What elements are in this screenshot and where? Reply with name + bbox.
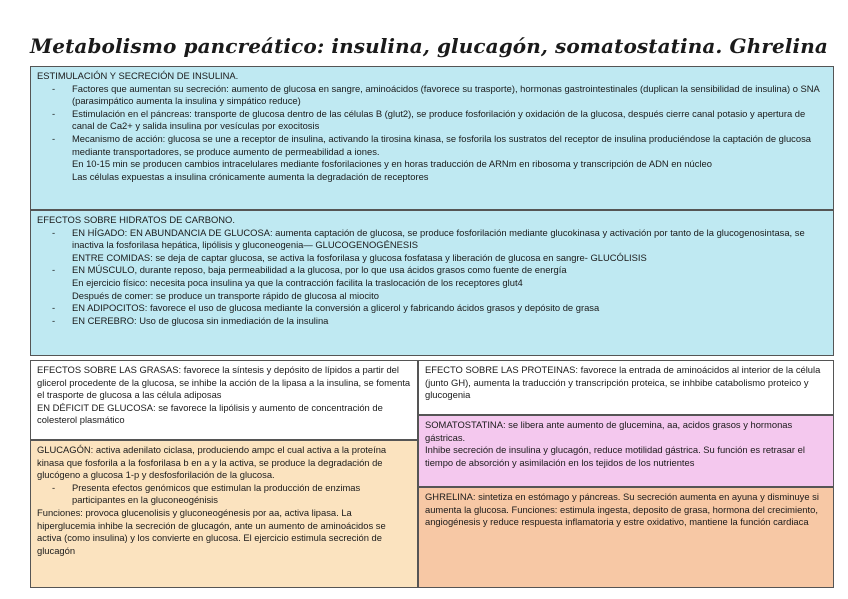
list-item: - Mecanismo de acción: glucosa se une a receptor de insulina, activando la tirosina kinasa, se fosforila los sustratos del receptor de insulina produciéndose la captación de glucosa mediante transportadores, se produce aumento de permeabilidad a iones.	[72, 133, 827, 158]
list-item: - Factores que aumentan su secreción: aumento de glucosa en sangre, aminoácidos (favorece su trasporte), hormonas gastrointestinales (duplican la sensibilidad de insulina) o SNA (parasimpático aumenta la insulina y simpático reduce)	[72, 83, 827, 108]
protein-effects-text: EFECTO SOBRE LAS PROTEINAS: favorece la entrada de aminoácidos al interior de la célula (junto GH), aumenta la traducción y transcripción proteica, se inhbibe catabolismo proteico y glucogenia	[425, 364, 821, 401]
carbohydrate-effects-heading: EFECTOS SOBRE HIDRATOS DE CARBONO.	[37, 214, 235, 225]
protein-effects-box	[418, 360, 834, 415]
glucagon-functions: Funciones: provoca glucenolisis y gluconeogénesis por aa, activa lipasa. La hiperglucemia inhibe la secreción de glucagón, ante un aumento de aminoácidos se activa (como insulina) y los convierte en glucosa. El ejercicio estimula secreción de glucagón	[37, 506, 386, 556]
glucagon-text: GLUCAGÓN: activa adenilato ciclasa, produciendo ampc el cual activa a la proteína kinasa que fosforila a la fosforilasa b en a y la activa, se produce la degradación de glucógeno a glucosa 1-p y desfosforilación de la glucosa.	[37, 444, 387, 481]
carbohydrate-effects-box	[30, 210, 834, 356]
liver-between-meals: ENTRE COMIDAS: se deja de captar glucosa, se activa la fosforilasa y glucosa fosfatasa y liberación de glucosa en sangre- GLUCÓLISIS	[72, 251, 647, 263]
somatostatin-box	[418, 415, 834, 487]
somatostatin-release: SOMATOSTATINA: se libera ante aumento de glucemina, aa, acidos grasos y hormonas gástricas.	[425, 419, 793, 443]
glucagon-box	[30, 440, 418, 588]
insulin-intracellular-note: En 10-15 min se producen cambios intracelulares mediante fosforilaciones y en horas traducción de ARNm en ribosoma y transcripción de ADN en núcleo	[72, 158, 712, 170]
muscle-exercise: En ejercicio físico: necesita poca insulina ya que la contracción facilita la traslocación de los receptores glut4	[72, 276, 523, 288]
muscle-effect: EN MÚSCULO, durante reposo, baja permeabilidad a la glucosa, por lo que usa ácidos grasos como fuente de energía	[72, 264, 567, 276]
insulin-secretion-box	[30, 66, 834, 210]
list-item	[72, 264, 827, 302]
carbohydrate-effects-list	[37, 227, 827, 328]
list-item: - EN ADIPOCITOS: favorece el uso de glucosa mediante la conversión a glicerol y fabricando ácidos grasos y depósito de grasa	[72, 302, 827, 315]
ghrelin-text: GHRELINA: sintetiza en estómago y páncreas. Su secreción aumenta en ayuna y disminuye si aumenta la glucosa. Funciones: estimula ingesta, deposito de grasa, hormona del crecimiento, angiogénesis y reduce respuesta inflamatoria y estre oxidativo, mantiene la función cardiaca	[425, 491, 819, 528]
somatostatin-function: Inhibe secreción de insulina y glucagón, reduce motilidad gástrica. Su función es retrasar el tiempo de absorción y asimilación en los tejidos de los nutrientes	[425, 444, 805, 468]
fat-effects-box	[30, 360, 418, 440]
list-item: - EN CEREBRO: Uso de glucosa sin inmediación de la insulina	[72, 315, 827, 328]
list-item	[72, 227, 827, 265]
glucose-deficit-text: EN DÉFICIT DE GLUCOSA: se favorece la lipólisis y aumento de concentración de colesterol plasmático	[37, 401, 383, 426]
page-title: Metabolismo pancreático: insulina, glucagón, somatostatina. Ghrelina	[30, 34, 828, 58]
muscle-after-meal: Después de comer: se produce un transporte rápido de glucosa al miocito	[72, 289, 379, 301]
liver-effect: EN HÍGADO: EN ABUNDANCIA DE GLUCOSA: aumenta captación de glucosa, se produce fosforilación mediante glucokinasa y activación por tanto de la glucogenosintasa, se inactiva la fosforilasa hepática, lipólisis y gluconeogenia— GLUCOGENOGÉNESIS	[72, 226, 805, 251]
insulin-receptor-note: Las células expuestas a insulina crónicamente aumenta la degradación de receptores	[72, 170, 429, 182]
list-item: - Presenta efectos genómicos que estimulan la producción de enzimas participantes en la gluconeogénisis	[72, 482, 411, 507]
ghrelin-box	[418, 487, 834, 588]
insulin-secretion-list	[37, 83, 827, 159]
glucagon-list	[37, 482, 411, 507]
insulin-secretion-heading: ESTIMULACIÓN Y SECRECIÓN DE INSULINA.	[37, 70, 239, 81]
list-item: - Estimulación en el páncreas: transporte de glucosa dentro de las células B (glut2), se produce fosforilación y oxidación de la glucosa, después cierre canal potasio y apertura de canal de Ca2+ y salida insulina por vesículas por exocitosis	[72, 108, 827, 133]
fat-effects-text: EFECTOS SOBRE LAS GRASAS: favorece la síntesis y depósito de lípidos a partir del glicerol procedente de la glucosa, se inhibe la acción de la lipasa a la insulina, se fomenta el trasporte de glucosa a las célula adiposas	[37, 364, 411, 401]
